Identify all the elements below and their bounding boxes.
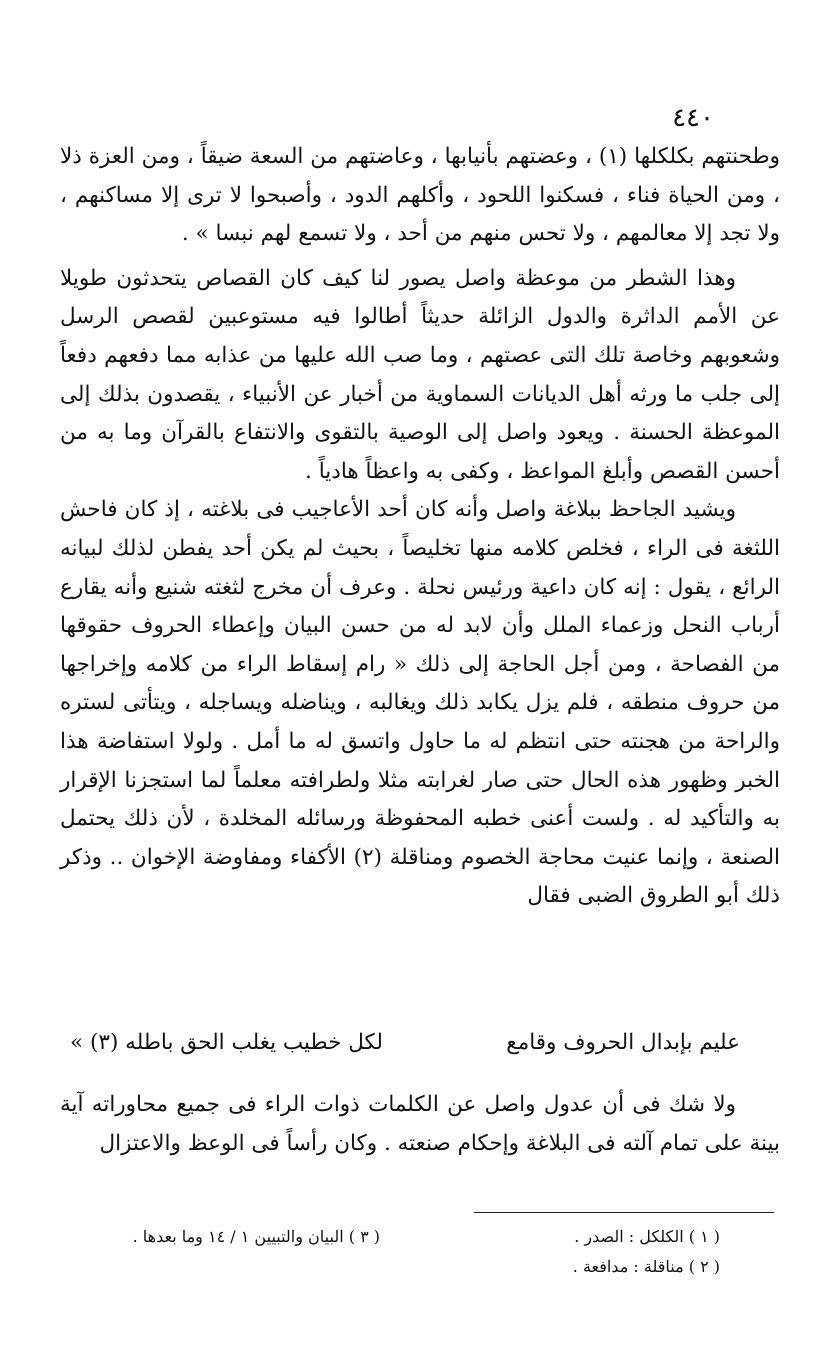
- footnote-row-1: [60, 1222, 720, 1252]
- paragraph-4: ولا شك فى أن عدول واصل عن الكلمات ذوات الراء فى جميع محاوراته آية بينة على تمام آلته فى البلاغة وإحكام صنعته . وكان رأساً فى الوعظ والاعتزال: [60, 1092, 780, 1156]
- footnote-1: ( ١ ) الكلكل : الصدر .: [574, 1227, 720, 1246]
- paragraph-3: ويشيد الجاحظ ببلاغة واصل وأنه كان أحد الأعاجيب فى بلاغته ، إذ كان فاحش اللثغة فى الراء ، فخلص كلامه منها تخليصاً ، بحيث لم يكن أحد يفطن لذلك لبيانه الرائع ، يقول : إنه كان داعية ورئيس نحلة . وعرف أن مخرج لثغته شنيع وأنه يقارع أرباب النحل وزعماء الملل وأن لابد له من حسن البيان وإعطاء الحروف حقوقها من الفصاحة ، ومن أجل الحاجة إلى ذلك « رام إسقاط الراء من كلامه وإخراجها من حروف منطقه ، فلم يزل يكابد ذلك ويغالبه ، ويناضله ويساجله ، ويتأتى لستره والراحة من هجنته حتى انتظم له ما حاول واتسق له ما أمل . ولولا استفاضة هذا الخبر وظهور هذه الحال حتى صار لغرابته مثلا ولطرافته معلماً لما استجزنا الإقرار به والتأكيد له . ولست أعنى خطبه المحفوظة ورسائله المخلدة ، لأن ذلك يحتمل الصنعة ، وإنما عنيت محاجة الخصوم ومناقلة (٢) الأكفاء ومفاوضة الإخوان .. وذكر ذلك أبو الطروق الضبى فقال: [60, 497, 780, 909]
- footnotes: [60, 1222, 720, 1282]
- poetry-verse: [60, 1024, 780, 1062]
- main-text: [60, 138, 780, 916]
- footnote-2: ( ٢ ) مناقلة : مدافعة .: [572, 1257, 720, 1276]
- footnote-divider: [474, 1212, 774, 1213]
- paragraph-2: وهذا الشطر من موعظة واصل يصور لنا كيف كان القصاص يتحدثون طويلا عن الأمم الداثرة والدول الزائلة حديثاً أطالوا فيه مستوعبين لقصص الرسل وشعوبهم وخاصة تلك التى عصتهم ، وما صب الله عليها من عذابه مما دفعهم دفعاً إلى جلب ما ورثه أهل الديانات السماوية من أخبار عن الأنبياء ، يقصدون بذلك إلى الموعظة الحسنة . ويعود واصل إلى الوصية بالتقوى والانتفاع بالقرآن وما به من أحسن القصص وأبلغ المواعظ ، وكفى به واعظاً هادياً .: [60, 265, 780, 484]
- footnote-3: ( ٣ ) البيان والتبيين ١ / ١٤ وما بعدها .: [132, 1227, 380, 1246]
- paragraph-1: وطحنتهم بكلكلها (١) ، وعضتهم بأنيابها ، وعاضتهم من السعة ضيقاً ، ومن العزة ذلا ، ومن الحياة فناء ، فسكنوا اللحود ، وأكلهم الدود ، وأصبحوا لا ترى إلا مساكنهم ، ولا تجد إلا معالمهم ، ولا تحس منهم من أحد ، ولا تسمع لهم نبسا » .: [60, 144, 780, 247]
- verse-first-hemistich: عليم بإبدال الحروف وقامع: [506, 1030, 740, 1055]
- page-number: ٤٤٠: [672, 103, 714, 133]
- footnote-row-2: [60, 1252, 720, 1282]
- closing-text: [60, 1086, 780, 1163]
- verse-second-hemistich: لكل خطيب يغلب الحق باطله (٣) »: [70, 1030, 383, 1055]
